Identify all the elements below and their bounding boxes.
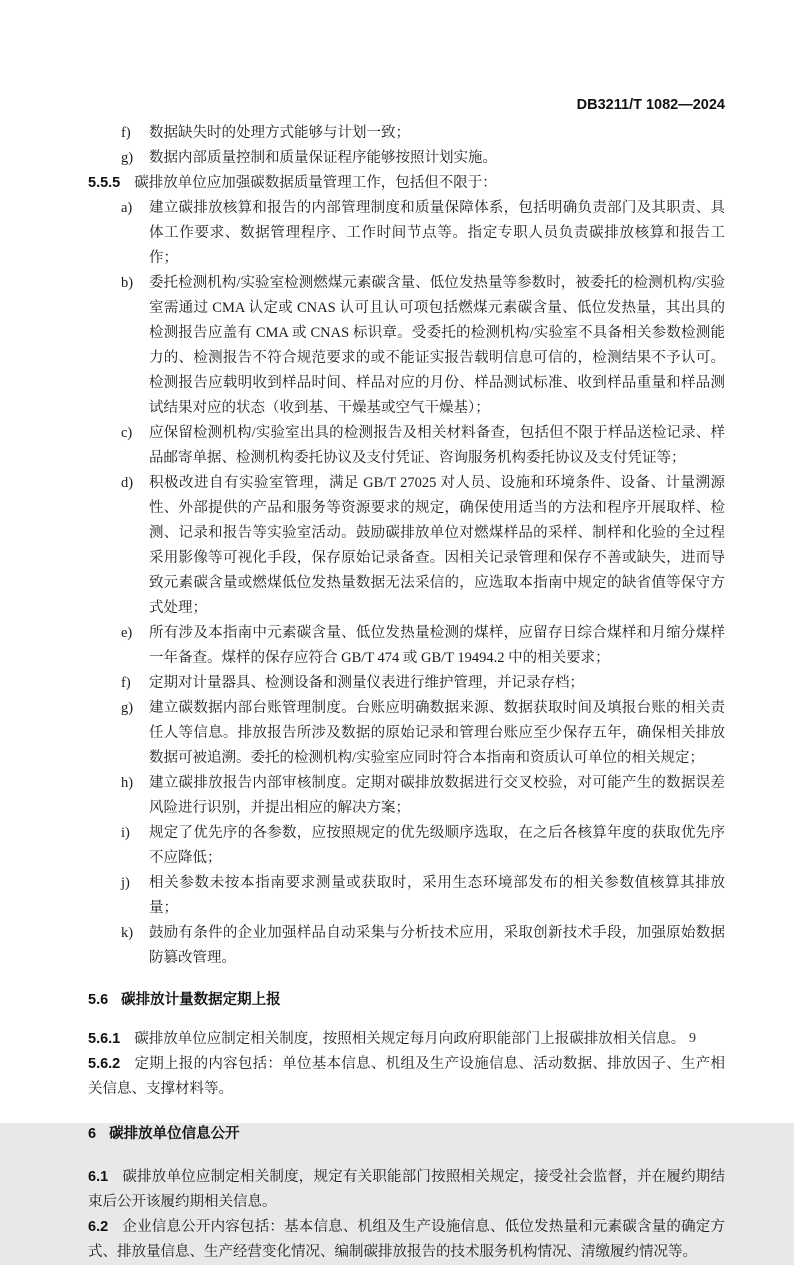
- clause-number: 6.1: [88, 1169, 109, 1185]
- list-item-text: 数据缺失时的处理方式能够与计划一致；: [149, 125, 410, 141]
- list-item-label: j): [121, 875, 130, 891]
- clause-number: 5.6.1: [88, 1031, 121, 1047]
- list-item-text: 积极改进自有实验室管理，满足 GB/T 27025 对人员、设施和环境条件、设备、计量溯源性、外部提供的产品和服务等资源要求的规定，确保使用适当的方法和程序开展取样、检测、记录和报告等实验室活动。鼓励碳排放单位对燃煤样品的采样、制样和化验的全过程采用影像等可视化手段，保存原始记录备查。因相关记录管理和保存不善或缺失，进而导致元素碳含量或燃煤低位发热量数据无法采信的，应选取本指南中规定的缺省值等保守方式处理；: [149, 475, 725, 616]
- list-item-label: i): [121, 825, 130, 841]
- list-item-text: 数据内部质量控制和质量保证程序能够按照计划实施。: [149, 150, 497, 166]
- list-item: [88, 196, 725, 271]
- clause-number: 6.2: [88, 1219, 109, 1235]
- list-item: [88, 696, 725, 771]
- list-item-text: 所有涉及本指南中元素碳含量、低位发热量检测的煤样，应留存日综合煤样和月缩分煤样一年备查。煤样的保存应符合 GB/T 474 或 GB/T 19494.2 中的相关要求；: [149, 625, 725, 666]
- clause-text: 碳排放单位应加强碳数据质量管理工作，包括但不限于：: [134, 175, 497, 191]
- list-item-label: g): [121, 150, 134, 166]
- clause-number: 5.5.5: [88, 175, 121, 191]
- list-item: [88, 471, 725, 621]
- list-item: [88, 621, 725, 671]
- document-header: [88, 97, 725, 113]
- list-item-text: 规定了优先序的各参数，应按照规定的优先级顺序选取，在之后各核算年度的获取优先序不应降低；: [149, 825, 725, 866]
- clause-5-6-1: [88, 1027, 725, 1052]
- list-item: [88, 121, 725, 146]
- section-heading-6: [88, 1122, 725, 1147]
- list-item: [88, 671, 725, 696]
- list-item-text: 建立碳排放核算和报告的内部管理制度和质量保障体系，包括明确负责部门及其职责、具体工作要求、数据管理程序、工作时间节点等。指定专职人员负责碳排放核算和报告工作；: [149, 200, 725, 266]
- list-item-text: 建立碳排放报告内部审核制度。定期对碳排放数据进行交叉校验，对可能产生的数据误差风险进行识别，并提出相应的解决方案；: [149, 775, 725, 816]
- list-item-label: h): [121, 775, 134, 791]
- clause-text: 定期上报的内容包括：单位基本信息、机组及生产设施信息、活动数据、排放因子、生产相关信息、支撑材料等。: [88, 1056, 725, 1097]
- section-number: 6: [88, 1126, 97, 1142]
- clause-5-5-5: [88, 171, 725, 196]
- clause-6-1: [88, 1165, 725, 1215]
- section-title: 碳排放单位信息公开: [109, 1126, 240, 1142]
- list-item-text: 委托检测机构/实验室检测燃煤元素碳含量、低位发热量等参数时，被委托的检测机构/实验室需通过 CMA 认定或 CNAS 认可且认可项包括燃煤元素碳含量、低位发热量，其出具的检测报告应盖有 CMA 或 CNAS 标识章。受委托的检测机构/实验室不具备相关参数检测能力的、检测报告不符合规范要求的或不能证实报告载明信息可信的，检测结果不予认可。检测报告应载明收到样品时间、样品对应的月份、样品测试标准、收到样品重量和样品测试结果对应的状态（收到基、干燥基或空气干燥基）；: [149, 275, 725, 416]
- list-item: [88, 421, 725, 471]
- list-item-label: b): [121, 275, 134, 291]
- page-number: 9: [689, 1031, 696, 1046]
- list-item-label: g): [121, 700, 134, 716]
- document-body: [88, 121, 725, 1265]
- list-item: [88, 771, 725, 821]
- list-item: [88, 921, 725, 971]
- page-footer: [689, 1031, 696, 1047]
- list-item: [88, 871, 725, 921]
- list-item-text: 鼓励有条件的企业加强样品自动采集与分析技术应用，采取创新技术手段，加强原始数据防篡改管理。: [149, 925, 725, 966]
- clause-6-2: [88, 1215, 725, 1265]
- clause-5-6-2: [88, 1052, 725, 1102]
- list-item: [88, 146, 725, 171]
- doc-number: DB3211/T 1082—2024: [576, 97, 725, 113]
- list-item: [88, 821, 725, 871]
- clause-text: 碳排放单位应制定相关制度，规定有关职能部门按照相关规定，接受社会监督，并在履约期结束后公开该履约期相关信息。: [88, 1169, 725, 1210]
- list-item-label: c): [121, 425, 133, 441]
- list-item: [88, 271, 725, 421]
- clause-number: 5.6.2: [88, 1056, 121, 1072]
- clause-text: 企业信息公开内容包括：基本信息、机组及生产设施信息、低位发热量和元素碳含量的确定方式、排放量信息、生产经营变化情况、编制碳排放报告的技术服务机构情况、清缴履约情况等。: [88, 1219, 725, 1260]
- list-item-label: k): [121, 925, 134, 941]
- list-item-label: e): [121, 625, 133, 641]
- page-content: [88, 97, 725, 1265]
- list-item-label: d): [121, 475, 134, 491]
- section-number: 5.6: [88, 992, 109, 1008]
- list-item-label: f): [121, 675, 131, 691]
- clause-text: 碳排放单位应制定相关制度，按照相关规定每月向政府职能部门上报碳排放相关信息。: [134, 1031, 686, 1047]
- list-item-text: 定期对计量器具、检测设备和测量仪表进行维护管理，并记录存档；: [149, 675, 584, 691]
- list-item-text: 建立碳数据内部台账管理制度。台账应明确数据来源、数据获取时间及填报台账的相关责任人等信息。排放报告所涉及数据的原始记录和管理台账应至少保存五年，确保相关排放数据可被追溯。委托的检测机构/实验室应同时符合本指南和资质认可单位的相关规定；: [149, 700, 725, 766]
- list-item-label: f): [121, 125, 131, 141]
- list-item-text: 相关参数未按本指南要求测量或获取时，采用生态环境部发布的相关参数值核算其排放量；: [149, 875, 725, 916]
- section-heading-5-6: [88, 988, 725, 1013]
- list-item-label: a): [121, 200, 133, 216]
- section-title: 碳排放计量数据定期上报: [121, 992, 281, 1008]
- list-item-text: 应保留检测机构/实验室出具的检测报告及相关材料备查，包括但不限于样品送检记录、样品邮寄单据、检测机构委托协议及支付凭证、咨询服务机构委托协议及支付凭证等；: [149, 425, 725, 466]
